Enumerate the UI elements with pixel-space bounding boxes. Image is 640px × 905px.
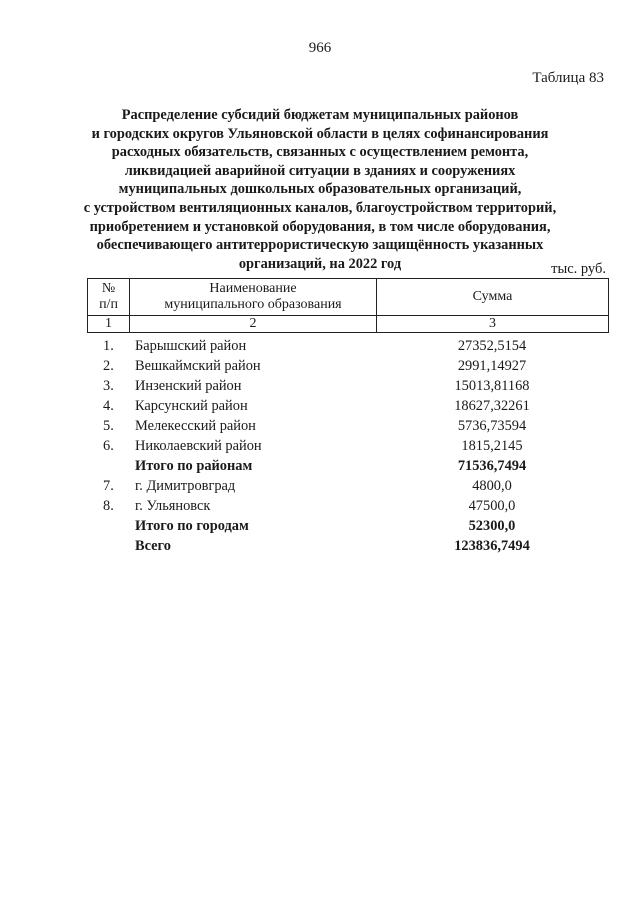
row-number bbox=[87, 536, 129, 556]
title-line: приобретением и установкой оборудования, в том числе оборудования, bbox=[89, 218, 551, 235]
title-line: и городских округов Ульяновской области в целях софинансирования bbox=[91, 125, 549, 142]
table-row bbox=[87, 336, 608, 356]
row-name: г. Ульяновск bbox=[135, 498, 211, 514]
row-sum: 2991,14927 bbox=[457, 358, 527, 374]
page-number: 966 bbox=[308, 40, 332, 56]
subtotal-row-districts bbox=[87, 456, 608, 476]
row-sum: 4800,0 bbox=[472, 478, 512, 494]
header-sum-cell: Сумма bbox=[377, 279, 609, 316]
title-line: обеспечивающего антитеррористическую защищённость указанных bbox=[96, 237, 544, 254]
title-line: с устройством вентиляционных каналов, благоустройством территорий, bbox=[83, 199, 557, 216]
units-label: тыс. руб. bbox=[551, 261, 606, 277]
row-name: Итого по районам bbox=[135, 458, 253, 474]
row-name: Мелекесский район bbox=[135, 418, 256, 434]
subtotal-row-cities bbox=[87, 516, 608, 536]
row-sum: 18627,32261 bbox=[454, 398, 530, 414]
row-number bbox=[87, 456, 129, 476]
column-number-3: 3 bbox=[377, 316, 609, 333]
row-number: 8. bbox=[103, 498, 114, 514]
row-number: 3. bbox=[103, 378, 114, 394]
header-number-cell bbox=[88, 279, 130, 316]
table-header bbox=[87, 278, 609, 333]
grand-total-row bbox=[87, 536, 608, 556]
row-number bbox=[87, 516, 129, 536]
header-row bbox=[88, 279, 609, 316]
header-number-line2: п/п bbox=[99, 297, 118, 312]
row-number: 5. bbox=[103, 418, 114, 434]
table-row bbox=[87, 496, 608, 516]
row-name: Барышский район bbox=[135, 338, 247, 354]
header-number-line1: № bbox=[101, 281, 116, 296]
column-number-row bbox=[88, 316, 609, 333]
title-line: организаций, на 2022 год bbox=[238, 255, 402, 272]
header-name-cell bbox=[130, 279, 377, 316]
row-number: 6. bbox=[103, 438, 114, 454]
row-name: Итого по городам bbox=[135, 518, 249, 534]
data-table bbox=[87, 336, 608, 556]
row-number: 1. bbox=[103, 338, 114, 354]
row-number: 2. bbox=[103, 358, 114, 374]
row-sum: 1815,2145 bbox=[461, 438, 523, 454]
table-label: Таблица 83 bbox=[532, 70, 604, 86]
row-name: Инзенский район bbox=[135, 378, 242, 394]
title-line: ликвидацией аварийной ситуации в зданиях и сооружениях bbox=[124, 162, 516, 179]
document-title bbox=[60, 106, 580, 273]
row-name: Всего bbox=[135, 538, 171, 554]
header-name-line2: муниципального образования bbox=[164, 297, 342, 312]
row-sum: 15013,81168 bbox=[454, 378, 530, 394]
row-name: Карсунский район bbox=[135, 398, 248, 414]
row-name: г. Димитровград bbox=[135, 478, 236, 494]
row-sum: 47500,0 bbox=[468, 498, 516, 514]
header-name-line1: Наименование bbox=[209, 281, 297, 296]
title-line: Распределение субсидий бюджетам муниципальных районов bbox=[121, 107, 519, 123]
column-number-2: 2 bbox=[130, 316, 377, 333]
row-name: Вешкаймский район bbox=[135, 358, 261, 374]
table-row bbox=[87, 396, 608, 416]
table-row bbox=[87, 356, 608, 376]
row-sum: 71536,7494 bbox=[457, 458, 527, 474]
row-sum: 123836,7494 bbox=[454, 538, 530, 554]
table-row bbox=[87, 476, 608, 496]
row-number: 7. bbox=[103, 478, 114, 494]
row-sum: 5736,73594 bbox=[457, 418, 527, 434]
column-number-1: 1 bbox=[88, 316, 130, 333]
table-row bbox=[87, 416, 608, 436]
title-line: муниципальных дошкольных образовательных организаций, bbox=[118, 181, 522, 198]
row-name: Николаевский район bbox=[135, 438, 262, 454]
table-row bbox=[87, 436, 608, 456]
title-line: расходных обязательств, связанных с осуществлением ремонта, bbox=[111, 144, 529, 161]
row-sum: 27352,5154 bbox=[457, 338, 527, 354]
row-sum: 52300,0 bbox=[468, 518, 516, 534]
table-row bbox=[87, 376, 608, 396]
row-number: 4. bbox=[103, 398, 114, 414]
